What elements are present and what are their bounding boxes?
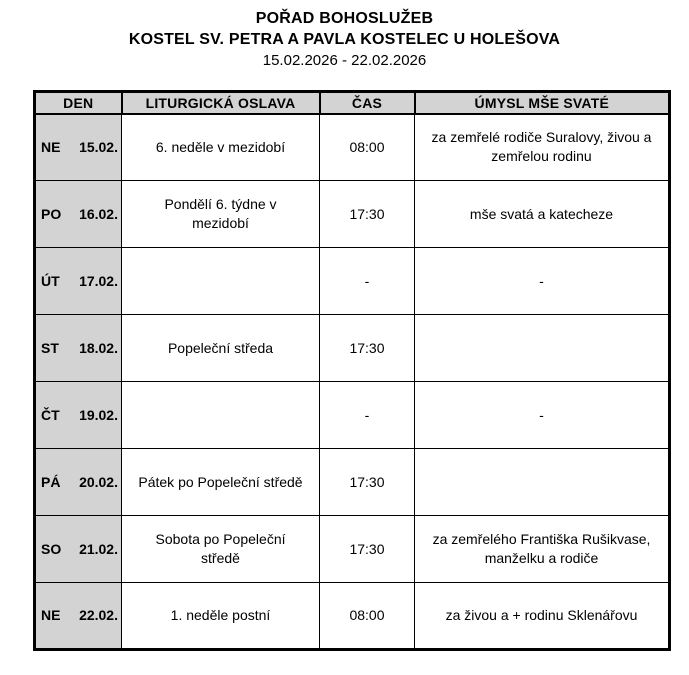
intention-cell	[415, 315, 670, 382]
column-header-den: DEN	[35, 92, 122, 114]
day-cell	[35, 248, 122, 315]
celebration-cell	[122, 248, 320, 315]
day-cell	[35, 583, 122, 650]
intention-cell: za zemřelé rodiče Suralovy, živou a zemřelou rodinu	[415, 114, 670, 181]
table-row	[35, 114, 670, 181]
document-header	[0, 0, 689, 71]
day-date: 18.02.	[79, 339, 118, 356]
time-cell: 08:00	[320, 583, 415, 650]
day-abbreviation: PÁ	[41, 473, 61, 490]
time-cell: 17:30	[320, 315, 415, 382]
day-abbreviation: NE	[41, 607, 61, 623]
celebration-cell: Pátek po Popeleční středě	[122, 449, 320, 516]
time-cell: 17:30	[320, 181, 415, 248]
celebration-cell: Sobota po Popeleční středě	[122, 516, 320, 583]
table-row	[35, 248, 670, 315]
intention-cell: za živou a + rodinu Sklenářovu	[415, 583, 670, 650]
page-title: POŘAD BOHOSLUŽEB	[255, 10, 434, 27]
column-header-umysl-mse-svate: ÚMYSL MŠE SVATÉ	[415, 92, 670, 114]
day-abbreviation: ČT	[41, 406, 60, 423]
day-cell	[35, 516, 122, 583]
intention-cell	[415, 449, 670, 516]
table-row	[35, 181, 670, 248]
intention-cell: -	[415, 382, 670, 449]
time-cell: 17:30	[320, 516, 415, 583]
day-cell	[35, 181, 122, 248]
day-date: 15.02.	[79, 138, 118, 155]
schedule-table	[33, 90, 671, 651]
intention-cell: -	[415, 248, 670, 315]
day-date: 20.02.	[79, 473, 118, 490]
column-header-cas: ČAS	[320, 92, 415, 114]
table-row	[35, 315, 670, 382]
day-abbreviation: ÚT	[41, 272, 60, 289]
date-range: 15.02.2026 - 22.02.2026	[262, 52, 427, 69]
day-cell	[35, 315, 122, 382]
time-cell: -	[320, 382, 415, 449]
table-row	[35, 516, 670, 583]
intention-cell: za zemřelého Františka Rušikvase, manželku a rodiče	[415, 516, 670, 583]
time-cell: 17:30	[320, 449, 415, 516]
time-cell: -	[320, 248, 415, 315]
intention-cell: mše svatá a katecheze	[415, 181, 670, 248]
column-header-liturgicka-oslava: LITURGICKÁ OSLAVA	[122, 92, 320, 114]
day-cell	[35, 449, 122, 516]
day-cell	[35, 114, 122, 181]
day-date: 17.02.	[79, 272, 118, 289]
table-row	[35, 583, 670, 650]
day-abbreviation: SO	[41, 540, 62, 557]
day-date: 19.02.	[79, 406, 118, 423]
day-date: 22.02.	[79, 607, 118, 623]
celebration-cell: Pondělí 6. týdne v mezidobí	[122, 181, 320, 248]
celebration-cell	[122, 382, 320, 449]
time-cell: 08:00	[320, 114, 415, 181]
table-row	[35, 382, 670, 449]
page-subtitle: KOSTEL SV. PETRA A PAVLA KOSTELEC U HOLEŠOVA	[128, 31, 561, 48]
celebration-cell: 6. neděle v mezidobí	[122, 114, 320, 181]
day-date: 21.02.	[79, 540, 118, 557]
day-abbreviation: NE	[41, 138, 61, 155]
day-cell	[35, 382, 122, 449]
celebration-cell: Popeleční středa	[122, 315, 320, 382]
celebration-cell: 1. neděle postní	[122, 583, 320, 650]
table-row	[35, 449, 670, 516]
day-abbreviation: ST	[41, 339, 59, 356]
day-date: 16.02.	[79, 205, 118, 222]
day-abbreviation: PO	[41, 205, 62, 222]
table-header-row	[35, 92, 670, 114]
